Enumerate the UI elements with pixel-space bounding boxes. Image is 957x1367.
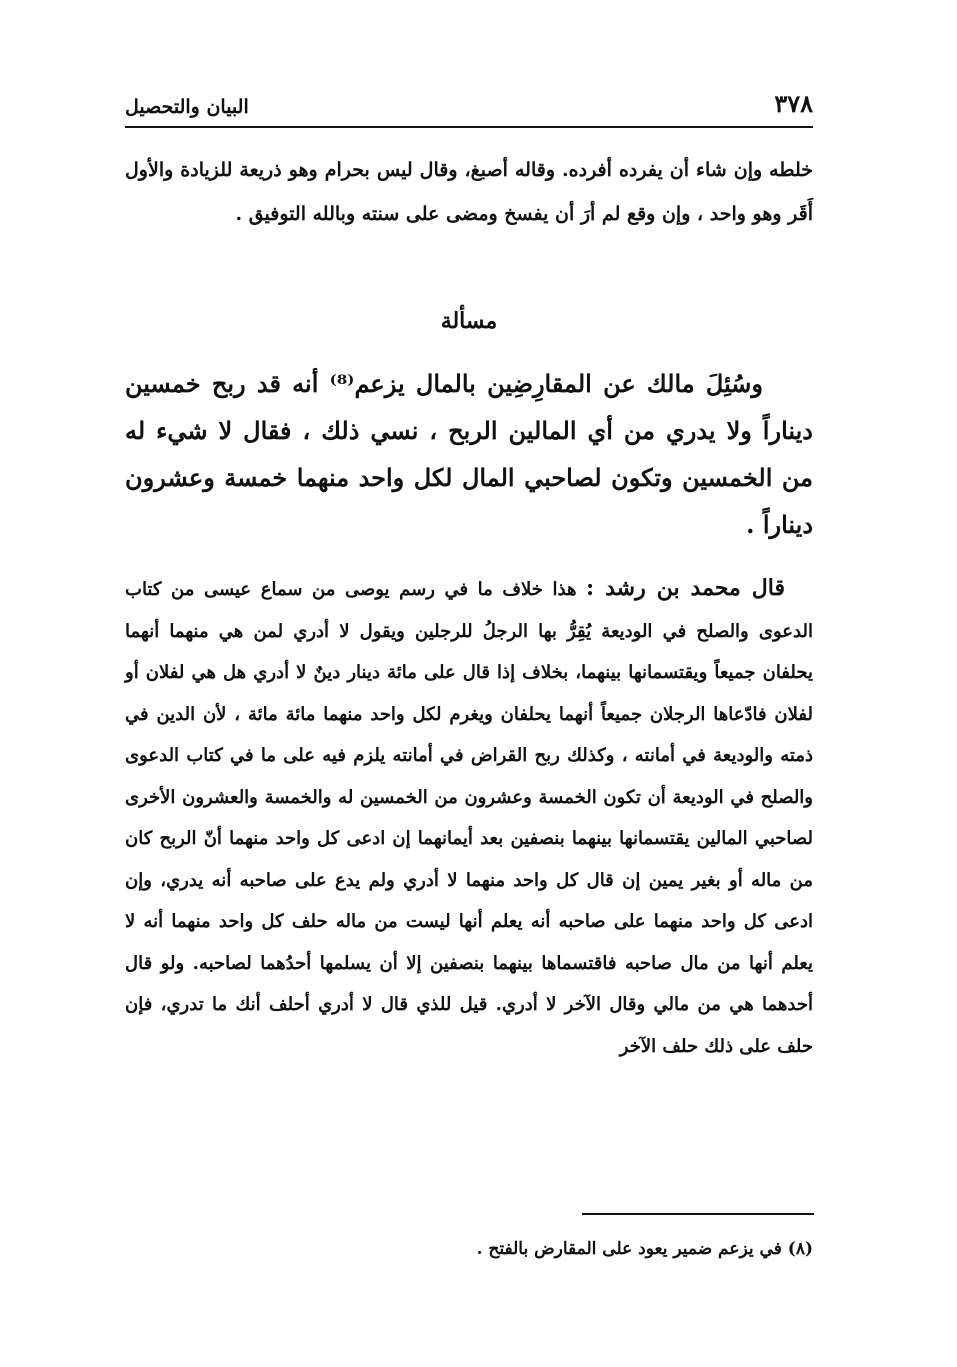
intro-paragraph: خلطه وإن شاء أن يفرده أفرده. وقاله أصبغ، وقال ليس بحرام وهو ذريعة للزيادة والأول أَقَر وهو واحد ، وإن وقع لم أرَ أن يفسخ ومضى على سنته وبالله التوفيق . — [125, 159, 813, 225]
commentary-speaker: قال محمد بن رشد : — [586, 575, 785, 601]
page-header — [125, 88, 813, 128]
question-lead: وسُئِلَ — [705, 369, 764, 398]
running-title: البيان والتحصيل — [125, 96, 249, 118]
commentary-paragraph — [125, 568, 813, 1067]
question-paragraph — [125, 360, 813, 548]
section-heading: مسألة — [440, 308, 498, 334]
footnote-divider — [582, 1213, 814, 1215]
question-text: مالك عن المقارِضِين بالمال يزعم⁽⁸⁾ أنه قد ربح خمسين ديناراً ولا يدري من أي المالين الربح ، نسي ذلك ، فقال لا شيء له من الخمسين وتكون لصاحبي المال لكل واحد منهما خمسة وعشرون ديناراً . — [125, 369, 814, 539]
page-number: ٣٧٨ — [774, 89, 813, 118]
footnote: (٨) في يزعم ضمير يعود على المقارض بالفتح . — [476, 1239, 813, 1259]
commentary-text: هذا خلاف ما في رسم يوصى من سماع عيسى من كتاب الدعوى والصلح في الوديعة يُقِرُّ بها الرجلُ للرجلين ويقول لا أدري لمن هي منهما أنهما يحلفان جميعاً ويقتسمانها بينهما، بخلاف إذا قال على مائة دينار دينٌ لا أدري هل هي لفلان أو لفلان فادّعاها الرجلان جميعاً أنهما يحلفان ويغرم لكل واحد منهما مائة مائة ، لأن الدين في ذمته والوديعة في أمانته ، وكذلك ربح القراض في أمانته يلزم فيه على ما في كتاب الدعوى والصلح في الوديعة أن تكون الخمسة وعشرون من الخمسين له والخمسة والعشرون الأخرى لصاحبي المالين يقتسمانها بينهما بنصفين بعد أيمانهما إن ادعى كل واحد منهما أنّ الربح كان من ماله أو بغير يمين إن قال كل واحد منهما لا أدري ولم يدع على صاحبه أنه يدري، وإن ادعى كل واحد منهما على صاحبه أنه يعلم أنها ليست من ماله حلف كل واحد منهما أنه لا يعلم أنها من مال صاحبه فاقتسماها بينهما بنصفين إلا أن يسلمها أحدُهما لصاحبه. ولو قال أحدهما هي من مالي وقال الآخر لا أدري. قيل للذي قال لا أدري أحلف أنك ما تدري، فإن حلف على ذلك حلف الآخر — [125, 579, 813, 1057]
